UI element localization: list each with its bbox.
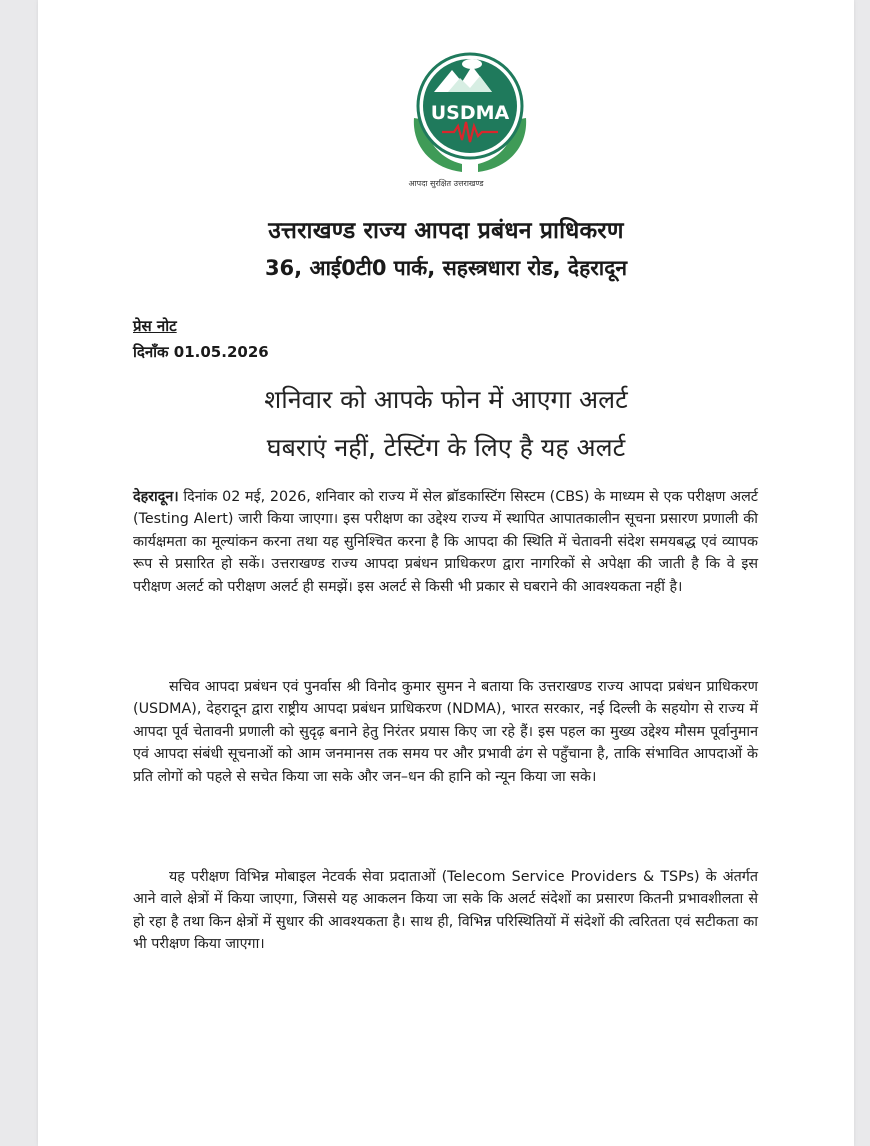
paragraph-1-text: दिनांक 02 मई, 2026, शनिवार को राज्य में सेल ब्रॉडकास्टिंग सिस्टम (CBS) के माध्यम से एक परीक्षण अलर्ट (Testing Alert) जारी किया जाएगा। इस परीक्षण का उद्देश्य राज्य में स्थापित आपातकालीन सूचना प्रसारण प्रणाली की कार्यक्षमता का मूल्यांकन करना तथा यह सुनिश्चित करना है कि आपदा की स्थिति में चेतावनी संदेश समयबद्ध एवं व्यापक रूप से प्रसारित हो सकें। उत्तराखण्ड राज्य आपदा प्रबंधन प्राधिकरण द्वारा नागरिकों से अपेक्षा की जाती है कि वे इस परीक्षण अलर्ट को परीक्षण अलर्ट ही समझें। इस अलर्ट से किसी भी प्रकार से घबराने की आवश्यकता नहीं है। xyxy=(133,489,758,595)
press-note-page xyxy=(38,0,854,1146)
paragraph-1 xyxy=(133,486,758,598)
usdma-logo xyxy=(400,40,540,195)
organization-name: उत्तराखण्ड राज्य आपदा प्रबंधन प्राधिकरण xyxy=(268,218,624,244)
paragraph-2: सचिव आपदा प्रबंधन एवं पुनर्वास श्री विनोद कुमार सुमन ने बताया कि उत्तराखण्ड राज्य आपदा प्रबंधन प्राधिकरण (USDMA), देहरादून द्वारा राष्ट्रीय आपदा प्रबंधन प्राधिकरण (NDMA), भारत सरकार, नई दिल्ली के सहयोग से राज्य में आपदा पूर्व चेतावनी प्रणाली को सुदृढ़ बनाने हेतु निरंतर प्रयास किए जा रहे हैं। इस पहल का मुख्य उद्देश्य मौसम पूर्वानुमान एवं आपदा संबंधी सूचनाओं को आम जनमानस तक समय पर और प्रभावी ढंग से पहुँचाना है, ताकि संभावित आपदाओं के प्रति लोगों को पहले से सचेत किया जा सके और जन–धन की हानि को न्यून किया जा सके। xyxy=(133,679,758,785)
headline-line-1: शनिवार को आपके फोन में आएगा अलर्ट xyxy=(264,385,628,414)
logo-tagline: आपदा सुरक्षित उत्तराखण्ड xyxy=(408,179,484,188)
organization-address: 36, आई0टी0 पार्क, सहस्त्रधारा रोड, देहरादून xyxy=(264,256,628,280)
dateline-location: देहरादून। xyxy=(133,489,179,505)
svg-text:USDMA: USDMA xyxy=(430,102,510,124)
press-note-date: दिनाँक 01.05.2026 xyxy=(133,343,269,361)
headline-line-2: घबराएं नहीं, टेस्टिंग के लिए है यह अलर्ट xyxy=(266,433,626,462)
paragraph-3: यह परीक्षण विभिन्न मोबाइल नेटवर्क सेवा प्रदाताओं (Telecom Service Providers & TSPs) के अंतर्गत आने वाले क्षेत्रों में किया जाएगा, जिससे यह आकलन किया जा सके कि अलर्ट संदेशों का प्रसारण कितनी प्रभावशीलता से हो रहा है तथा किन क्षेत्रों में सुधार की आवश्यकता है। साथ ही, विभिन्न परिस्थितियों में संदेशों की त्वरितता एवं सटीकता का भी परीक्षण किया जाएगा। xyxy=(133,869,758,953)
press-note-label: प्रेस नोट xyxy=(133,317,177,335)
